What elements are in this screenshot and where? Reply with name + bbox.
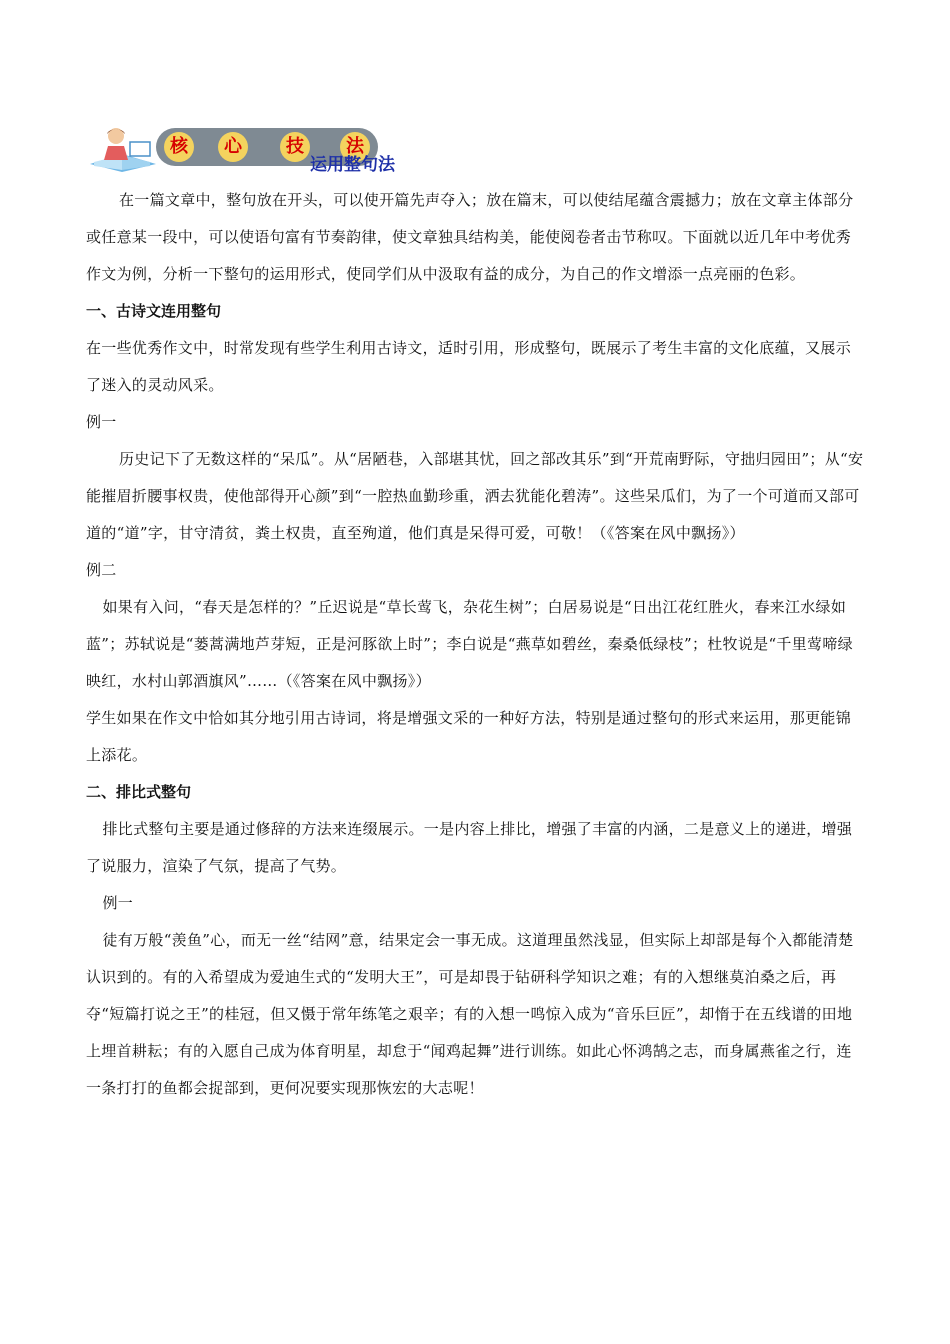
body-paragraph: 排比式整句主要是通过修辞的方法来连缀展示。一是内容上排比，增强了丰富的内涵，二是意义上的递进，增强了说服力，渲染了气氛，提高了气势。 xyxy=(86,820,853,875)
badge-char: 技 xyxy=(280,132,310,162)
example-label: 例一 xyxy=(86,413,117,431)
example-paragraph: 如果有入问，“春天是怎样的？”丘迟说是“草长莺飞，杂花生树”；白居易说是“日出江花红胜火，春来江水绿如蓝”；苏轼说是“蒌蒿满地芦芽短，正是河豚欲上时”；李白说是“燕草如碧丝，秦桑低绿枝”；杜牧说是“千里莺啼绿映红，水村山郭酒旗风”……（《答案在风中飘扬》） xyxy=(86,598,853,690)
article-body xyxy=(86,182,866,1107)
example-paragraph: 徒有万般“羡鱼”心，而无一丝“结网”意，结果定会一事无成。这道理虽然浅显，但实际上却部是每个入都能清楚认识到的。有的入希望成为爱迪生式的“发明大王”，可是却畏于钻研科学知识之难；有的入想继莫泊桑之后，再夺“短篇打说之王”的桂冠，但又慑于常年练笔之艰辛；有的入想一鸣惊入成为“音乐巨匠”，却惰于在五线谱的田地上埋首耕耘；有的入愿自己成为体育明星，却怠于“闻鸡起舞”进行训练。如此心怀鸿鹄之志，而身属燕雀之行，连一条打打的鱼都会捉部到，更何况要实现那恢宏的大志呢！ xyxy=(86,931,854,1097)
badge-char: 核 xyxy=(164,132,194,162)
badge-char: 心 xyxy=(218,132,248,162)
example-label: 例二 xyxy=(86,561,117,579)
section-heading: 二、排比式整句 xyxy=(86,783,192,801)
reading-student-icon xyxy=(86,124,160,174)
example-label: 例一 xyxy=(102,894,134,912)
page-title: 运用整句法 xyxy=(310,155,395,175)
badge-char: 法 xyxy=(340,132,370,162)
section-heading: 一、古诗文连用整句 xyxy=(86,302,222,320)
intro-paragraph: 在一篇文章中，整句放在开头，可以使开篇先声夺入；放在篇末，可以使结尾蕴含震撼力；放在文章主体部分或任意某一段中，可以使语句富有节奏韵律，使文章独具结构美，能使阅卷者击节称叹。下面就以近几年中考优秀作文为例，分析一下整句的运用形式，使同学们从中汲取有益的成分，为自己的作文增添一点亮丽的色彩。 xyxy=(86,191,854,283)
example-paragraph: 历史记下了无数这样的“呆瓜”。从“居陋巷，入部堪其忧，回之部改其乐”到“开荒南野际，守拙归园田”；从“安能摧眉折腰事权贵，使他部得开心颜”到“一腔热血勤珍重，洒去犹能化碧涛”。这些呆瓜们，为了一个可道而又部可道的“道”字，甘守清贫，粪土权贵，直至殉道，他们真是呆得可爱，可敬！（《答案在风中飘扬》） xyxy=(86,450,864,542)
body-paragraph: 在一些优秀作文中，时常发现有些学生利用古诗文，适时引用，形成整句，既展示了考生丰富的文化底蕴，又展示了迷入的灵动风采。 xyxy=(86,339,852,394)
body-paragraph: 学生如果在作文中恰如其分地引用古诗词，将是增强文采的一种好方法，特别是通过整句的形式来运用，那更能锦上添花。 xyxy=(86,709,852,764)
section-header xyxy=(86,124,486,174)
